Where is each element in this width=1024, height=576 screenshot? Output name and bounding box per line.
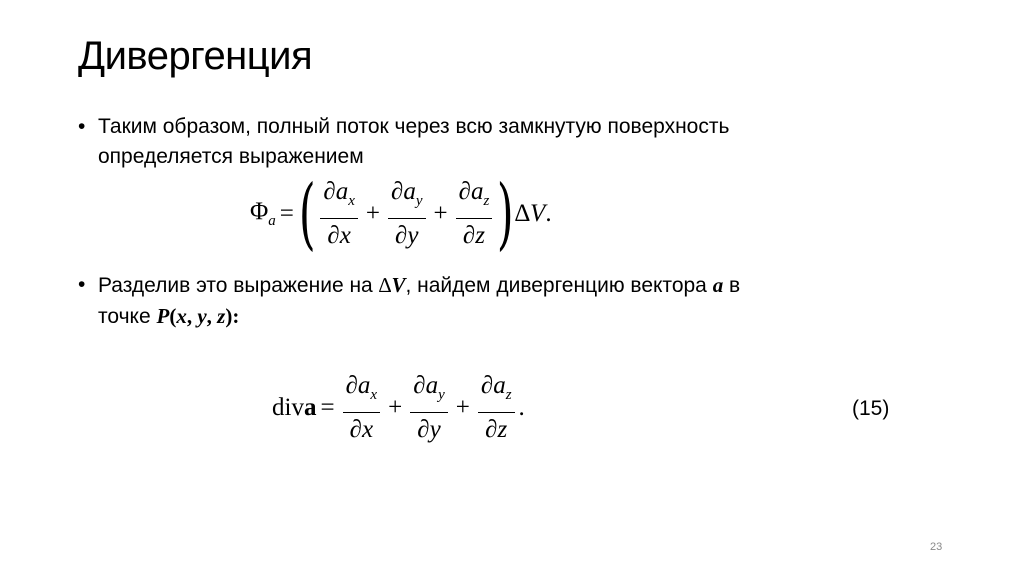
fraction-term-x: $\frac{\partial a_x}{\partial x}$ xyxy=(320,177,358,252)
bullet-text xyxy=(98,112,729,172)
equation-period: . xyxy=(518,394,525,421)
bullet-line-2: определяется выражением xyxy=(98,145,364,168)
fraction-term-z: $\frac{\partial a_z}{\partial z}$ xyxy=(456,177,493,252)
bullet-text xyxy=(98,270,740,332)
plus-sign: + xyxy=(433,200,448,227)
div-operator: diva xyxy=(272,394,317,421)
equals-sign: = xyxy=(320,394,335,421)
plus-sign: + xyxy=(388,394,403,421)
equation-divergence xyxy=(272,366,525,450)
plus-sign: + xyxy=(455,394,470,421)
fraction-term-y: $\frac{\partial a_y}{\partial y}$ xyxy=(388,177,426,252)
delta-volume: ∆V. xyxy=(514,200,552,227)
fraction-term-y: $\frac{\partial a_y}{\partial y}$ xyxy=(410,371,448,446)
equation-number: (15) xyxy=(852,397,890,420)
plus-sign: + xyxy=(365,200,380,227)
bullet-line-2: точке P(x, y, z): xyxy=(98,304,240,328)
equals-sign: = xyxy=(279,200,294,227)
page-number: 23 xyxy=(930,541,943,553)
fraction-term-x: $\frac{\partial a_x}{\partial x}$ xyxy=(343,371,381,446)
bullet-line-1: Разделив это выражение на ∆V, найдем дивергенцию вектора a в xyxy=(98,273,741,297)
right-paren: ) xyxy=(497,169,514,259)
flux-symbol: $\Phi_a$ xyxy=(250,198,276,229)
bullet-marker: • xyxy=(78,115,86,138)
bullet-line-1: Таким образом, полный поток через всю замкнутую поверхность xyxy=(98,115,730,138)
slide-title: Дивергенция xyxy=(78,34,313,78)
bullet-marker: • xyxy=(78,273,86,296)
left-paren: ( xyxy=(298,169,316,259)
equation-flux xyxy=(250,169,552,259)
fraction-term-z: $\frac{\partial a_z}{\partial z}$ xyxy=(478,371,515,446)
